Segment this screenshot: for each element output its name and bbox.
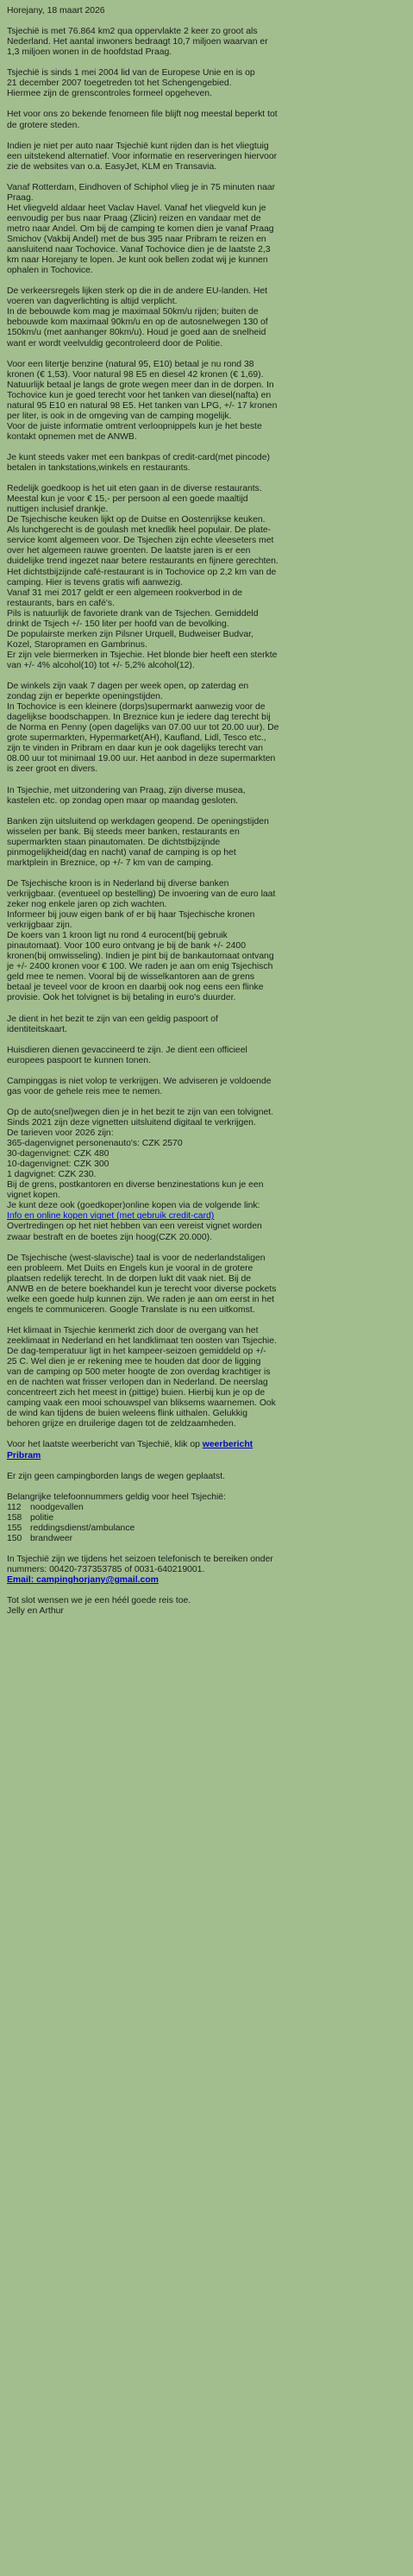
emergency-number: 112 [7,1502,22,1512]
text-line: De Tsjechische (west-slavische) taal is voor de nederlandstaligen [7,1253,266,1263]
text-line: ophalen in Tochovice. [7,266,93,276]
text-line: per liter, is ook in de omgeving van de camping mogelijk. [7,411,232,421]
text-line: De winkels zijn vaak 7 dagen per week open, op zaterdag en [7,682,249,692]
emergency-label: reddingsdienst/ambulance [30,1523,135,1533]
text-line: provisie. Ook het tolvignet is bij betaling in euro's duurder. [7,993,236,1003]
emergency-number-row [7,1513,410,1524]
text-line: kronen(bij omwisseling). Indien je pint bij de bankautomaat ontvang [7,952,274,962]
paragraph [7,1108,410,1211]
text-line: kastelen etc. op zondag open maar op maandag gesloten. [7,795,239,806]
text-line: nuttigen inclusief drankje. [7,505,109,515]
text-line: Het dichtstbijzijnde café-restaurant is in Tochovice op 2,2 km van de [7,567,277,577]
paragraph [7,1253,410,1316]
emergency-list [7,1503,410,1544]
text-line: 1,3 miljoen wonen in de hoofdstad Praag. [7,47,172,58]
weather-text: Voor het laatste weerbericht van Tsjechië, klik op [7,1440,203,1450]
weather-link[interactable]: weerbericht [202,1440,253,1450]
text-line: In de bebouwde kom mag je maximaal 50km/u rijden; buiten de [7,307,259,317]
text-line: 08.00 uur tot minimaal 19.00 uur. Het aanbod in deze supermarkten [7,754,276,764]
text-line: De koers van 1 kroon ligt nu rond 4 eurocent(bij gebruik [7,931,228,941]
text-line: voeren van dagverlichting is altijd verplicht. [7,297,178,307]
emergency-number-row [7,1524,410,1534]
text-line: Je kunt deze ook (goedkoper)online kopen via de volgende link: [7,1201,260,1211]
text-line: De verkeersregels lijken sterk op die in de andere EU-landen. Het [7,286,268,297]
text-line: Voor een litertje benzine (natural 95, E10) betaal je nu rond 38 [7,359,254,369]
text-line: van de camping op 500 meter hoogte de zon overdag krachtiger is [7,1367,271,1378]
text-line: kontakt opnemen met de ANWB. [7,431,137,442]
text-line: ANWB en de betere boekhandel kun je terecht voor diverse pockets [7,1284,277,1294]
text-line: zeeklimaat in Nederland en het landklimaat ten oosten van Tsjechie. [7,1336,277,1346]
paragraph [7,453,410,474]
text-line: grote supermarkten, Hypermarket(AH), Kaufland, Lidl, Tesco etc., [7,733,266,744]
text-line: In Tochovice is een kleinere (dorps)supermarkt aanwezig voor de [7,702,266,713]
text-line: Het klimaat in Tsjechie kenmerkt zich door de overgang van het [7,1325,259,1335]
emergency-number: 150 [7,1533,22,1543]
paragraph [7,484,410,671]
paragraph [7,110,410,130]
text-line: Huisdieren dienen gevaccineerd te zijn. Je dient een officieel [7,1045,247,1055]
text-line: Het voor ons zo bekende fenomeen file blijft nog meestal beperkt tot [7,110,278,120]
paragraph [7,68,410,99]
text-line: Tochovice kun je goed terecht voor het tanken van diesel(nafta) en [7,390,272,400]
text-line: betaal je teveel voor de kroon en daarbij ook nog eens een flinke [7,983,264,993]
text-line: aansluitend naar Tochovice. Vanaf Tochovice dien je de laatste 2,3 [7,245,271,255]
text-line: Als lunchgerecht is de goulash met knedlik heel populair. De plate- [7,525,272,536]
text-line: restaurants, bars en café's. [7,598,116,608]
text-line: Bij de grens, postkantoren en diverse benzinestations kun je een [7,1180,264,1191]
text-line: marktplein in Breznice, op +/- 7 km van de camping. [7,858,214,868]
text-line: Vanaf 31 mei 2017 geldt er een algemeen rookverbod in de [7,587,243,598]
text-line: wisselen per bank. Bij steeds meer banken, restaurants en [7,826,240,837]
text-line: identiteitskaart. [7,1024,67,1034]
text-line: de Norma en Penny (open dagelijks van 07.00 uur tot 20.00 uur). De [7,723,279,733]
paragraph [7,1046,410,1066]
text-line: de wind kan tijdens de buien weleens flink uithalen. Gelukkig [7,1409,247,1419]
text-line: drinkt de Tsjech +/- 150 liter per hoofd van de bevolking. [7,619,229,629]
paragraph [7,879,410,1004]
text-line: 30-dagenvignet: CZK 480 [7,1149,110,1159]
text-line: is zeer groot en divers. [7,764,98,775]
text-line: zie de websites van o.a. EasyJet, KLM en Transavia. [7,161,217,172]
text-line: Je kunt steeds vaker met een bankpas of credit-card(met pincode) [7,453,270,463]
text-line: duidelijke trend ingezet naar betere restaurants en fijnere gerechten. [7,556,278,567]
text-line: Redelijk goedkoop is het uit eten gaan in de diverse restaurants. [7,484,262,494]
text-line: Overtredingen op het niet hebben van een vereist vignet worden [7,1222,262,1232]
text-line: De populairste merken zijn Pilsner Urquell, Budweiser Budvar, [7,629,253,639]
text-line: Campinggas is niet volop te verkrijgen. We adviseren je voldoende [7,1076,272,1086]
text-line: je +/- 2400 kronen voor € 100. We raden je aan om enig Tsjechisch [7,962,273,972]
text-line: Indien je niet per auto naar Tsjechië kunt rijden dan is het vliegtuig [7,141,269,151]
email-link[interactable]: Email: campinghorjany@gmail.com [7,1575,159,1586]
emergency-label: brandweer [30,1533,73,1543]
text-line: Nederland. Het aantal inwoners bedraagt 10,7 miljoen waarvan er [7,37,268,47]
paragraph [7,1015,410,1035]
text-line: De tarieven voor 2026 zijn: [7,1128,114,1139]
text-line: De dag-temperatuur ligt in het kampeer-seizoen gemiddeld op +/- [7,1347,266,1357]
text-line: plaatsen redelijk terecht. In de dorpen lukt dit vaak niet. Bij de [7,1273,252,1284]
text-line: bebouwde kom maximaal 90km/u en op de autosnelwegen 130 of [7,317,268,328]
text-line: engels te communiceren. Google Translate is nu een uitkomst. [7,1304,255,1315]
text-line: Meestal kun je voor € 15,- per persoon al een goede maaltijd [7,494,248,505]
text-line: In Tsjechie, met uitzondering van Praag, zijn diverse musea, [7,785,246,795]
text-line: Er zijn vele biermerken in Tsjechie. Het blonde bier heeft een sterkte [7,650,278,660]
emergency-number-row [7,1503,410,1513]
text-line: vignet kopen. [7,1191,60,1201]
emergency-label: politie [30,1512,54,1523]
text-line: natural 95 E10 en natural 98 E5. Het tanken van LPG, +/- 17 kronen [7,400,278,411]
text-line: zeker nog enkele jaren op zich wachten. [7,900,167,910]
info-paragraphs-2 [7,1222,410,1429]
text-line: behoren grijze en druilerige dagen tot de zeldzaamheden. [7,1419,236,1429]
emergency-label: noodgevallen [30,1502,84,1512]
text-line: een probleem. Met Duits en Engels kun je vooral in de grotere [7,1263,253,1273]
info-paragraphs [7,6,410,1211]
contact-line-1: In Tsjechië zijn we tijdens het seizoen telefonisch te bereiken onder [7,1554,273,1564]
text-line: Informeer bij jouw eigen bank of er bij haar Tsjechische kronen [7,910,255,920]
text-line: Sinds 2021 zijn deze vignetten uitsluitend digitaal te verkrijgen. [7,1118,256,1128]
text-line: een uitstekend alternatief. Voor informatie en reserveringen hiervoor [7,151,278,161]
paragraph [7,786,410,807]
weather-link-pribram[interactable]: Pribram [7,1450,41,1461]
text-line: dagelijkse boodschappen. In Breznice kun je iedere dag terecht bij [7,713,271,723]
emergency-number: 158 [7,1512,22,1523]
text-line: Kozel, Staropramen en Gambrinus. [7,639,147,650]
paragraph [7,360,410,443]
signs-note: Er zijn geen campingborden langs de wegen geplaatst. [7,1471,226,1481]
text-line: Horejany, 18 maart 2026 [7,6,105,16]
paragraph [7,1077,410,1097]
contact-line-2: nummers: 00420-737353785 of 0031-640219001. [7,1565,205,1575]
text-line: Tsjechië is met 76.864 km2 qua oppervlakte 2 keer zo groot als [7,27,258,37]
contact-section [7,1555,410,1586]
paragraph [7,6,410,16]
text-line: zondag zijn er beperkte openingstijden. [7,692,163,702]
text-line: Banken zijn uitsluitend op werkdagen geopend. De openingstijden [7,816,269,826]
text-line: 25 C. Wel dien je er rekening mee te houden dat door de ligging [7,1357,261,1367]
text-line: verkrijgbaar zijn. [7,920,72,931]
text-line: 150km/u (met aanhanger 80km/u). Houd je goed aan de snelheid [7,328,266,338]
text-line: gas voor de gehele reis mee te nemen. [7,1086,163,1096]
text-line: 21 december 2007 toegetreden tot het Schengengebied. [7,79,232,89]
text-line: verkrijgbaar. (eventueel op bestelling) De invoering van de euro laat [7,889,276,899]
text-line: Het vliegveld aldaar heet Vaclav Havel. Vanaf het vliegveld kun je [7,203,266,213]
text-line: Natuurlijk betaal je langs de grote wegen meer dan in de dorpen. In [7,380,274,390]
text-line: Pils is natuurlijk de favoriete drank van de Tsjechen. Gemiddeld [7,608,259,619]
paragraph [7,141,410,173]
paragraph [7,1222,410,1242]
text-line: Tsjechië is sinds 1 mei 2004 lid van de Europese Unie en is op [7,68,255,79]
paragraph [7,286,410,349]
emergency-number-row [7,1534,410,1544]
paragraph [7,1326,410,1429]
emergency-heading: Belangrijke telefoonnummers geldig voor heel Tsjechië: [7,1492,226,1502]
text-line: europees paspoort te kunnen tonen. [7,1055,151,1065]
closing-section [7,1596,410,1617]
text-line: de grotere steden. [7,120,80,130]
emergency-number: 155 [7,1523,22,1533]
paragraph [7,183,410,276]
text-line: concentreert zich het meest in (pittige) buien. Hierbij kun je op de [7,1388,266,1398]
text-line: pinautomaat). Voor 100 euro ontvang je bij de bank +/- 2400 [7,941,246,952]
text-line: camping. Hier is tevens gratis wifi aanwezig. [7,577,183,587]
text-line: metro naar Andel. Om bij de camping te komen dien je vanaf Praag [7,223,274,234]
closing-line-1: Tot slot wensen we je een héél goede reis toe. [7,1596,191,1606]
text-line: 1 dagvignet: CZK 230. [7,1170,97,1180]
text-line: geld mee te nemen. Vooral bij de wisselkantoren aan de grens [7,972,255,983]
text-line: over het algemeen rauwe groenten. De laatste jaren is er een [7,546,251,556]
text-line: betalen in tankstations,winkels en restaurants. [7,463,191,474]
emergency-section [7,1492,410,1544]
text-line: De Tsjechische keuken lijkt op de Duitse en Oostenrijkse keuken. [7,515,266,525]
text-line: en de nachten wat frisser verlopen dan in Nederland. De neerslag [7,1378,268,1388]
text-line: van +/- 4% alcohol(10) tot +/- 5,2% alcohol(12). [7,660,195,670]
text-line: want er wordt veelvuldig gecontroleerd door de Politie. [7,338,223,349]
text-line: Smichov (Vakbij Andel) met de bus 395 naar Pribram te reizen en [7,235,266,245]
text-line: service komt algemeen voor. De Tsjechen zijn echte vleeseters met [7,536,274,546]
text-line: welke een goede hulp kunnen zijn. We raden je aan om eerst in het [7,1294,274,1304]
vignet-link[interactable]: Info en online kopen vignet (met gebruik credit-card) [7,1211,215,1222]
signature: Jelly en Arthur [7,1606,64,1617]
text-line: eenvoudig per bus naar Praag (Zlicin) reizen en vandaar met de [7,213,261,223]
text-line: De Tsjechische kroon is in Nederland bij diverse banken [7,878,229,889]
paragraph [7,682,410,775]
paragraph [7,817,410,869]
text-line: supermarkten staan pinautomaten. De dichtstbijzijnde [7,837,221,847]
text-line: Op de auto(snel)wegen dien je in het bezit te zijn van een tolvignet. [7,1107,274,1117]
text-line: pinmogelijkheid(dag en nacht) vanaf de camping is op het [7,847,236,858]
text-line: Voor de juiste informatie omtrent verloopnippels kun je het beste [7,421,262,431]
text-line: Vanaf Rotterdam, Eindhoven of Schiphol vlieg je in 75 minuten naar [7,182,276,192]
text-line: zijn te vinden in Pribram en daar kun je ook dagelijks terecht van [7,744,263,754]
text-line: camping vaak een mooi schouwspel van bliksems waarnemen. Ook [7,1398,276,1409]
weather-paragraph [7,1440,410,1461]
text-line: zwaar bestraft en de boetes zijn hoog(CZK 20.000). [7,1232,212,1242]
paragraph [7,27,410,58]
text-line: kronen (€ 1,53). Voor natural 98 E5 en diesel 42 kronen (€ 1,69). [7,369,264,380]
text-line: Je dient in het bezit te zijn van een geldig paspoort of [7,1014,218,1024]
text-line: 10-dagenvignet: CZK 300 [7,1159,110,1170]
text-line: Hiermee zijn de grenscontroles formeel opgeheven. [7,89,212,99]
text-line: Praag. [7,192,34,203]
text-line: 365-dagenvignet personenauto's: CZK 2570 [7,1139,183,1149]
text-line: km naar Horejany te lopen. Je kunt ook bellen zodat wij je kunnen [7,255,268,266]
